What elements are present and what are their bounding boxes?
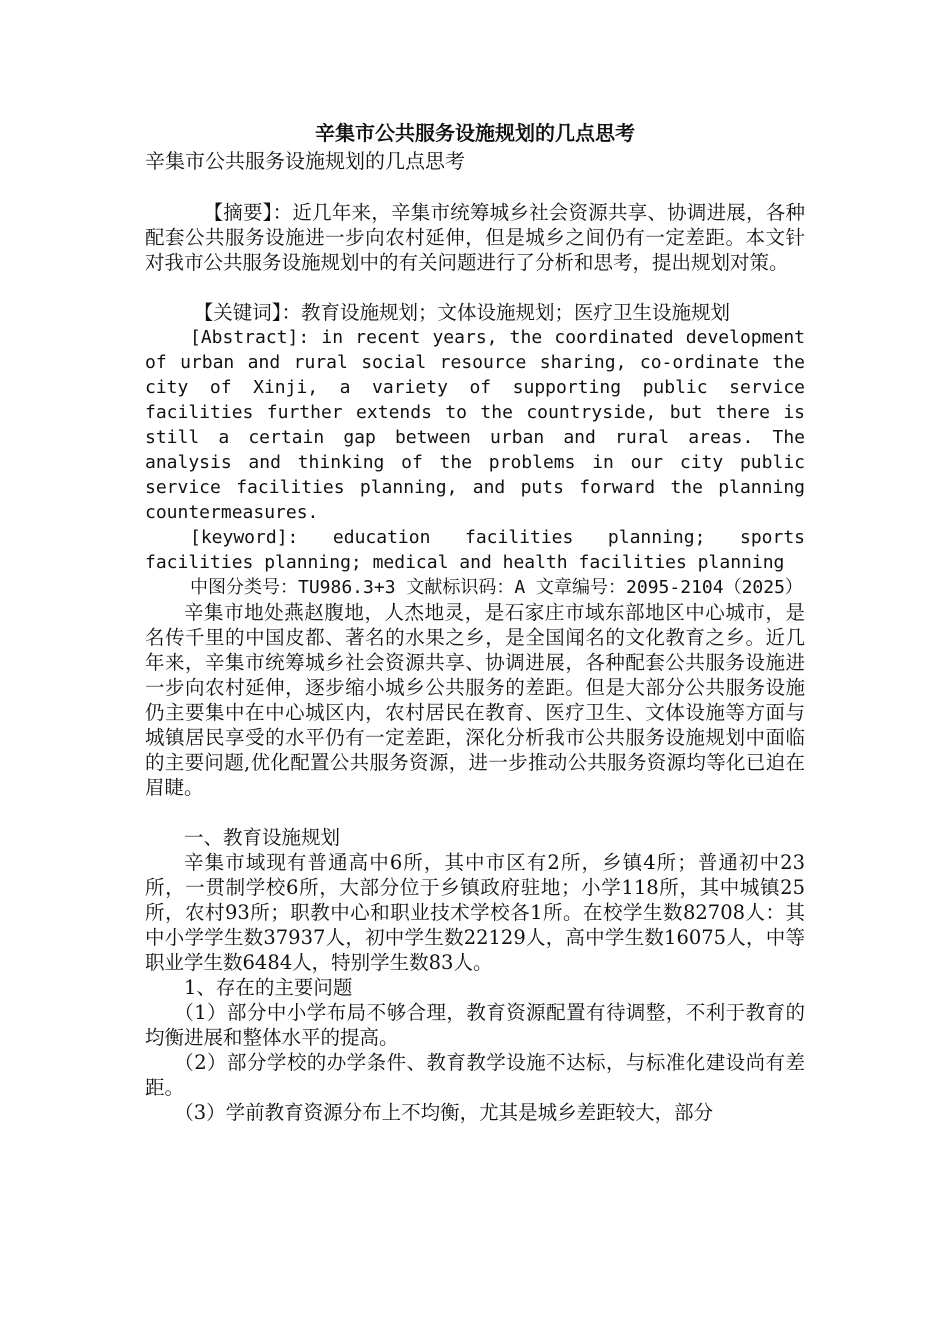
- list-item: （1）部分中小学布局不够合理，教育资源配置有待调整，不利于教育的均衡进展和整体水平的提高。: [145, 1001, 805, 1049]
- classification-line: 中图分类号：TU986.3+3 文献标识码：A 文章编号：2095-2104（2025）: [190, 577, 803, 598]
- document-page: [145, 118, 805, 1125]
- list-item: （2）部分学校的办学条件、教育教学设施不达标，与标准化建设尚有差距。: [145, 1051, 805, 1099]
- sub1-heading: 1、存在的主要问题: [184, 976, 353, 999]
- keywords-cn: 【关键词】：教育设施规划；文体设施规划；医疗卫生设施规划: [193, 301, 731, 324]
- document-title: 辛集市公共服务设施规划的几点思考: [315, 121, 635, 145]
- keywords-en: [keyword]: education facilities planning; sports facilities planning; medical and health facilities planning: [145, 527, 805, 573]
- abstract-en: [Abstract]: in recent years, the coordinated development of urban and rural social resource sharing, co-ordinate the city of Xinji, a variety of supporting public service facilities further extends to the countryside, but there is still a certain gap between urban and rural areas. The analysis and thinking of the problems in our city public service facilities planning, and puts forward the planning countermeasures.: [145, 327, 805, 523]
- document-subtitle: 辛集市公共服务设施规划的几点思考: [145, 149, 465, 173]
- list-item: （3）学前教育资源分布上不均衡，尤其是城乡差距较大，部分: [174, 1101, 714, 1124]
- abstract-cn: 【摘要】：近几年来，辛集市统筹城乡社会资源共享、协调进展，各种配套公共服务设施进一步向农村延伸，但是城乡之间仍有一定差距。本文针对我市公共服务设施规划中的有关问题进行了分析和思考，提出规划对策。: [145, 201, 805, 274]
- intro-paragraph: 辛集市地处燕赵腹地，人杰地灵，是石家庄市域东部地区中心城市，是名传千里的中国皮都、著名的水果之乡，是全国闻名的文化教育之乡。近几年来，辛集市统筹城乡社会资源共享、协调进展，各种配套公共服务设施进一步向农村延伸，逐步缩小城乡公共服务的差距。但是大部分公共服务设施仍主要集中在中心城区内，农村居民在教育、医疗卫生、文体设施等方面与城镇居民享受的水平仍有一定差距，深化分析我市公共服务设施规划中面临的主要问题,优化配置公共服务资源，进一步推动公共服务资源均等化已迫在眉睫。: [145, 601, 805, 799]
- paragraph-gap: [145, 800, 805, 825]
- section1-body: 辛集市域现有普通高中6所，其中市区有2所，乡镇4所；普通初中23所，一贯制学校6所，大部分位于乡镇政府驻地；小学118所，其中城镇25所，农村93所；职教中心和职业技术学校各1所。在校学生数82708人：其中小学学生数37937人，初中学生数22129人，高中学生数16075人，中等职业学生数6484人，特别学生数83人。: [145, 851, 805, 974]
- section1-heading: 一、教育设施规划: [184, 826, 341, 849]
- paragraph-gap: [145, 275, 805, 300]
